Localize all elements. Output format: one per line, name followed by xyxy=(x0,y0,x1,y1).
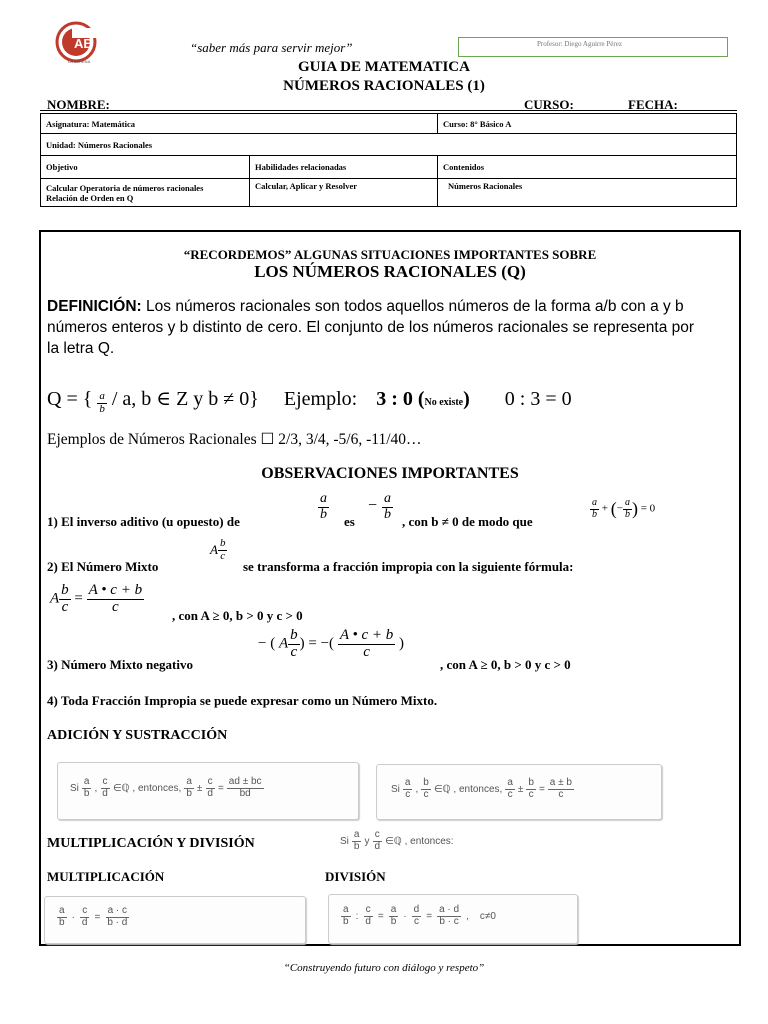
division-label: DIVISIÓN xyxy=(325,869,386,884)
objetivo-header: Objetivo xyxy=(41,156,250,179)
mixed-number: A $\frac{b}{c}$ xyxy=(210,537,226,562)
q-set-line xyxy=(47,386,572,415)
negative-mixed-formula: − ( A $\frac{b}{c}$ ) = −( $\frac{A • c + b}{c}$ ) xyxy=(258,627,404,660)
obs1-identity: $\frac{a}{b}$ + (− $\frac{a}{b}$ ) = 0 xyxy=(592,497,656,520)
entonces-label: , entonces: xyxy=(404,835,454,847)
entonces-label: , entonces, xyxy=(453,783,503,795)
habilidades-header: Habilidades relacionadas xyxy=(250,156,438,179)
adicion-heading: ADICIÓN Y SUSTRACCIÓN xyxy=(47,728,228,743)
q-set-suffix: / a, b ∈ Z y b ≠ 0} xyxy=(111,388,259,410)
mixed-formula: A $\frac{b}{c}$ = $\frac{A • c + b}{c}$ xyxy=(50,582,143,615)
definition-text: Los números racionales son todos aquellos números de la forma a/b con a y b números enteros y b distinto de cero. El conjunto de los números racionales se representa por la letra Q. xyxy=(47,298,695,357)
ejemplo-2: 0 : 3 = 0 xyxy=(504,388,572,410)
in-q-symbol: ∈ℚ xyxy=(433,783,451,795)
info-table xyxy=(40,113,737,207)
objetivo-line-2: Relación de Orden en Q xyxy=(46,192,134,203)
obs-2-condition: , con A ≥ 0, b > 0 y c > 0 xyxy=(172,608,303,623)
multiplicacion-label: MULTIPLICACIÓN xyxy=(47,869,165,884)
obs-4-text: 4) Toda Fracción Impropia se puede expresar como un Número Mixto. xyxy=(47,693,438,708)
ejemplo-expression: 3 : 0 ( xyxy=(376,388,425,410)
obs-1-condition: , con b ≠ 0 de modo que xyxy=(402,514,533,529)
nombre-label: NOMBRE: xyxy=(47,97,110,112)
logo-caption: LA SERENA xyxy=(68,59,91,64)
logo-text: AB xyxy=(74,36,93,51)
in-q-symbol: ∈ℚ xyxy=(112,782,130,794)
mult-div-heading: MULTIPLICACIÓN Y DIVISIÓN xyxy=(47,836,255,851)
obs-2-text: 2) El Número Mixto xyxy=(47,559,159,574)
q-set-prefix: Q = { xyxy=(47,388,93,410)
addition-formula-2: Si $\frac{a}{c}$ , $\frac{b}{c}$ ∈ℚ , entonces, $\frac{a}{c}$ ± $\frac{b}{c}$ = $\frac{a \pm b}{c}$ xyxy=(376,764,662,820)
professor-box: Profesor: Diego Aguirre Pérez xyxy=(458,37,728,57)
ejemplo-close: ) xyxy=(463,388,470,410)
header-rule xyxy=(40,110,737,111)
objetivo-cell xyxy=(41,179,250,207)
obs-1-text: 1) El inverso aditivo (u opuesto) de xyxy=(47,514,240,529)
contenidos-header: Contenidos xyxy=(438,156,737,179)
obs1-fraction: $\frac{a}{b}$ xyxy=(320,491,327,522)
curso-label: CURSO: xyxy=(524,97,574,112)
habilidades-cell: Calcular, Aplicar y Resolver xyxy=(250,179,438,207)
school-logo xyxy=(50,20,114,64)
curso-cell: Curso: 8° Básico A xyxy=(438,114,737,134)
division-formula: $\frac{a}{b}$ : $\frac{c}{d}$ = $\frac{a}{b}$ · $\frac{d}{c}$ = $\frac{a \cdot d}{b \cdot c}$ , c≠0 xyxy=(328,894,578,944)
definition-label: DEFINICIÓN: xyxy=(47,298,142,315)
c-not-zero: c≠0 xyxy=(479,910,496,922)
addition-formula-1: Si $\frac{a}{b}$ , $\frac{c}{d}$ ∈ℚ , entonces, $\frac{a}{b}$ ± $\frac{c}{d}$ = $\frac{ad \pm bc}{bd}$ xyxy=(57,762,359,820)
footer-motto: “Construyendo futuro con diálogo y respeto” xyxy=(283,962,485,974)
minus-sign: − xyxy=(368,497,378,514)
fecha-label: FECHA: xyxy=(628,97,678,112)
recordemos-heading: “RECORDEMOS” ALGUNAS SITUACIONES IMPORTANTES SOBRE xyxy=(183,247,597,262)
si-label: Si xyxy=(70,782,79,794)
no-existe-label: No existe xyxy=(424,397,464,408)
obs-1-es: es xyxy=(344,514,355,529)
objetivo-line-1: Calcular Operatoria de números racionales xyxy=(46,182,204,193)
obs-3-text: 3) Número Mixto negativo xyxy=(47,657,193,672)
ejemplo-label: Ejemplo: xyxy=(283,388,358,410)
entonces-label: , entonces, xyxy=(132,782,182,794)
obs-2-description: se transforma a fracción impropia con la siguiente fórmula: xyxy=(243,559,574,574)
definition-paragraph xyxy=(47,296,707,359)
unidad-cell: Unidad: Números Racionales xyxy=(41,134,737,156)
multiplication-formula: $\frac{a}{b}$ · $\frac{c}{d}$ = $\frac{a \cdot c}{b \cdot d}$ xyxy=(44,896,306,944)
motto: “saber más para servir mejor” xyxy=(190,40,353,55)
si-label: Si xyxy=(391,783,400,795)
contenidos-cell: Números Racionales xyxy=(438,179,737,207)
si-label: Si xyxy=(340,835,349,847)
y-label: y xyxy=(364,835,370,847)
obs1-neg-fraction: $\frac{a}{b}$ xyxy=(384,491,391,522)
ejemplos-racionales: Ejemplos de Números Racionales ☐ 2/3, 3/4, -5/6, -11/40… xyxy=(47,431,422,448)
obs-3-condition: , con A ≥ 0, b > 0 y c > 0 xyxy=(440,657,571,672)
fraction-a-over-b: $\frac{a}{b}$ xyxy=(99,390,105,415)
observaciones-heading: OBSERVACIONES IMPORTANTES xyxy=(261,465,519,482)
mult-div-condition: Si $\frac{a}{b}$ y $\frac{c}{d}$ ∈ℚ , entonces: xyxy=(340,829,454,852)
page-subtitle: NÚMEROS RACIONALES (1) xyxy=(283,78,485,94)
asignatura-cell: Asignatura: Matemática xyxy=(41,114,438,134)
page-title: GUIA DE MATEMATICA xyxy=(298,59,470,75)
in-q-symbol: ∈ℚ xyxy=(385,835,402,847)
racionales-heading: LOS NÚMEROS RACIONALES (Q) xyxy=(254,262,526,281)
